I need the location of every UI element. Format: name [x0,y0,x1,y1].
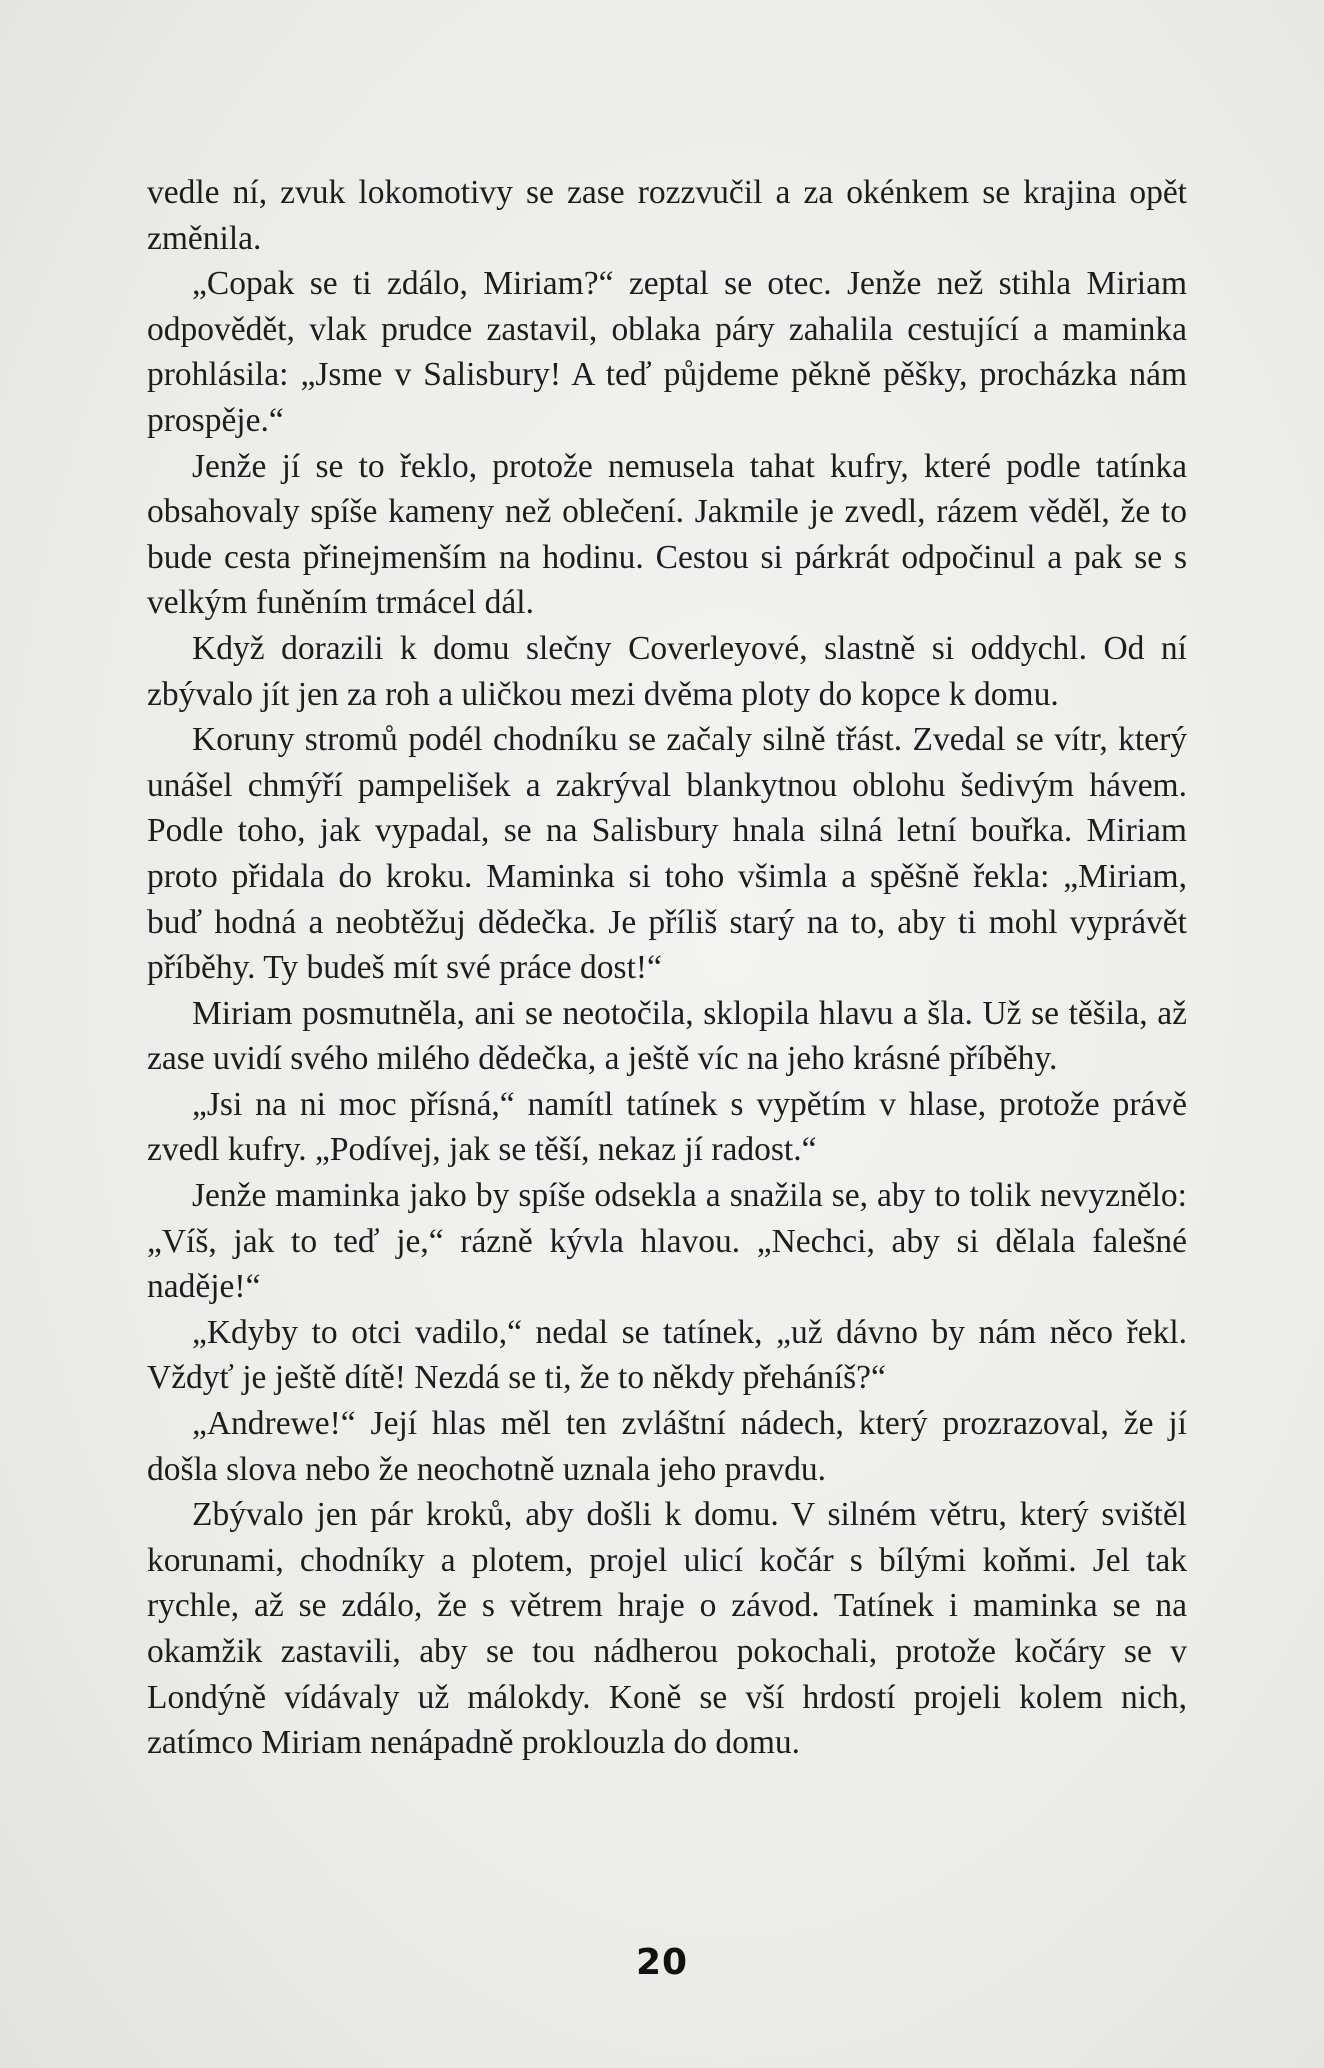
paragraph: „Copak se ti zdálo, Miriam?“ zeptal se otec. Jenže než stihla Miriam odpovědět, vlak prudce zastavil, oblaka páry zahalila cestující a maminka prohlásila: „Jsme v Salisbury! A teď půjdeme pěkně pěšky, procházka nám prospěje.“ [147,265,1187,439]
paragraph: Zbývalo jen pár kroků, aby došli k domu. V silném větru, který svištěl korunami, chodníky a plotem, projel ulicí kočár s bílými koňmi. Jel tak rychle, až se zdálo, že s větrem hraje o závod. Tatínek i maminka se na okamžik zastavili, aby se tou nádherou pokochali, protože kočáry se v Londýně vídávaly už málokdy. Koně se vší hrdostí projeli kolem nich, zatímco Miriam nenápadně proklouzla do domu. [147,1496,1187,1762]
paragraph: „Kdyby to otci vadilo,“ nedal se tatínek, „už dávno by nám něco řekl. Vždyť je ještě dítě! Nezdá se ti, že to někdy přeháníš?“ [147,1313,1187,1397]
page-number: 20 [635,1942,689,1983]
paragraph: Koruny stromů podél chodníku se začaly silně třást. Zvedal se vítr, který unášel chmýří pampelišek a zakrýval blankytnou oblohu šedivým hávem. Podle toho, jak vypadal, se na Salisbury hnala silná letní bouřka. Miriam proto přidala do kroku. Maminka si toho všimla a spěšně řekla: „Miriam, buď hodná a neobtěžuj dědečka. Je příliš starý na to, aby ti mohl vyprávět příběhy. Ty budeš mít své práce dost!“ [147,721,1187,987]
paragraph: „Jsi na ni moc přísná,“ namítl tatínek s vypětím v hlase, protože právě zvedl kufry. „Podívej, jak se těší, nekaz jí radost.“ [147,1085,1187,1169]
body-text [147,170,1187,1766]
paragraph: Jenže maminka jako by spíše odsekla a snažila se, aby to tolik nevyznělo: „Víš, jak to teď je,“ rázně kývla hlavou. „Nechci, aby si dělala falešné naděje!“ [147,1177,1187,1306]
paragraph: Když dorazili k domu slečny Coverleyové, slastně si oddychl. Od ní zbývalo jít jen za roh a uličkou mezi dvěma ploty do kopce k domu. [147,629,1187,713]
paragraph: „Andrewe!“ Její hlas měl ten zvláštní nádech, který prozrazoval, že jí došla slova nebo že neochotně uznala jeho pravdu. [147,1405,1187,1488]
paragraph: Miriam posmutněla, ani se neotočila, sklopila hlavu a šla. Už se těšila, až zase uvidí svého milého dědečka, a ještě víc na jeho krásné příběhy. [147,994,1187,1078]
paragraph: Jenže jí se to řeklo, protože nemusela tahat kufry, které podle tatínka obsahovaly spíše kameny než oblečení. Jakmile je zvedl, rázem věděl, že to bude cesta přinejmenším na hodinu. Cestou si párkrát odpočinul a pak se s velkým funěním trmácel dál. [147,447,1187,622]
paragraph: vedle ní, zvuk lokomotivy se zase rozzvučil a za okénkem se krajina opět změnila. [147,174,1187,257]
